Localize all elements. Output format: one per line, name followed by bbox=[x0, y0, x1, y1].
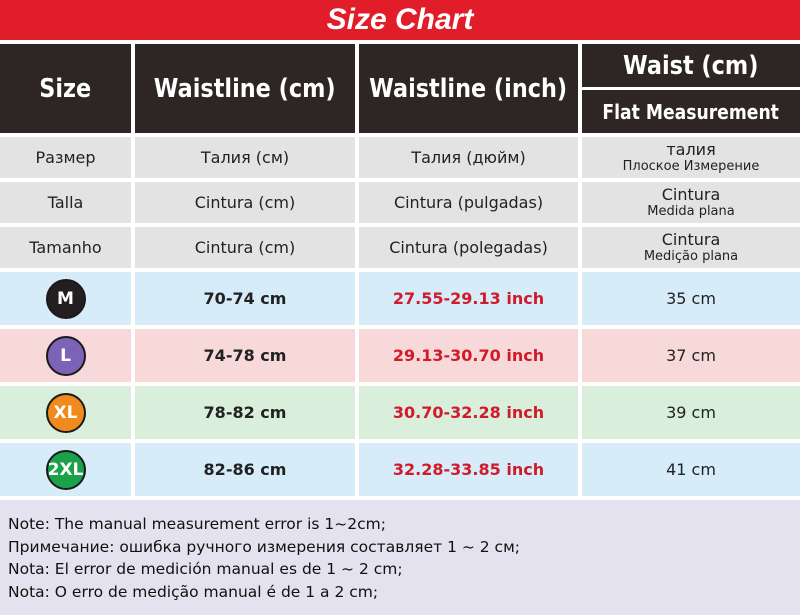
header-flat-measurement bbox=[582, 90, 800, 133]
waist-flat-cell bbox=[582, 329, 800, 382]
language-size-cell bbox=[0, 137, 131, 178]
notes-section bbox=[0, 500, 800, 615]
waistline-cm-value: 70-74 cm bbox=[203, 289, 287, 308]
language-waist-line2: Плоское Измерение bbox=[622, 159, 760, 174]
note-line: Nota: El error de medición manual es de 1 ~ 2 cm; bbox=[8, 560, 403, 578]
waistline-cm-cell bbox=[135, 443, 355, 496]
language-waistline-inch-label: Cintura (polegadas) bbox=[389, 238, 548, 257]
size-badge: L bbox=[46, 336, 86, 376]
language-waist-line1: талия bbox=[666, 140, 716, 159]
size-badge: 2XL bbox=[46, 450, 86, 490]
note-line: Note: The manual measurement error is 1~2cm; bbox=[8, 515, 386, 533]
size-cell bbox=[0, 329, 131, 382]
language-waistline-inch-label: Талия (дюйм) bbox=[411, 148, 526, 167]
language-size-cell bbox=[0, 227, 131, 268]
header-waist-cm bbox=[582, 44, 800, 87]
language-waist-cell bbox=[582, 182, 800, 223]
waistline-cm-value: 78-82 cm bbox=[203, 403, 287, 422]
waistline-inch-cell bbox=[359, 386, 578, 439]
waist-flat-value: 35 cm bbox=[666, 289, 716, 308]
waistline-cm-value: 82-86 cm bbox=[203, 460, 287, 479]
waistline-inch-cell bbox=[359, 329, 578, 382]
language-waist-cell bbox=[582, 227, 800, 268]
header-size-label: Size bbox=[39, 73, 92, 104]
header-waist-cm-label: Waist (cm) bbox=[623, 50, 759, 81]
waistline-cm-cell bbox=[135, 272, 355, 325]
language-waist-cell bbox=[582, 137, 800, 178]
language-waistline-cm-cell bbox=[135, 137, 355, 178]
note-line: Nota: O erro de medição manual é de 1 a 2 cm; bbox=[8, 582, 379, 601]
size-cell bbox=[0, 386, 131, 439]
language-waistline-inch-cell bbox=[359, 182, 578, 223]
language-size-cell bbox=[0, 182, 131, 223]
waistline-inch-value: 29.13-30.70 inch bbox=[392, 346, 545, 365]
waist-flat-cell bbox=[582, 443, 800, 496]
header-waistline-inch bbox=[359, 44, 578, 133]
title-banner bbox=[0, 0, 800, 40]
waistline-inch-value: 30.70-32.28 inch bbox=[392, 403, 545, 422]
language-waistline-cm-cell bbox=[135, 182, 355, 223]
language-size-label: Talla bbox=[47, 193, 84, 212]
language-waist-line2: Medida plana bbox=[647, 204, 735, 219]
language-waist-line2: Medição plana bbox=[643, 249, 739, 264]
language-waistline-cm-cell bbox=[135, 227, 355, 268]
size-badge: XL bbox=[46, 393, 86, 433]
waistline-inch-value: 32.28-33.85 inch bbox=[392, 460, 545, 479]
language-waist-line1: Cintura bbox=[661, 185, 721, 204]
waistline-cm-cell bbox=[135, 386, 355, 439]
language-waistline-inch-label: Cintura (pulgadas) bbox=[393, 193, 544, 212]
language-waistline-cm-label: Талия (см) bbox=[200, 148, 290, 167]
waist-flat-value: 37 cm bbox=[666, 346, 716, 365]
size-badge: M bbox=[46, 279, 86, 319]
size-cell bbox=[0, 272, 131, 325]
waist-flat-value: 39 cm bbox=[666, 403, 716, 422]
waistline-inch-value: 27.55-29.13 inch bbox=[392, 289, 545, 308]
language-waist-line1: Cintura bbox=[661, 230, 721, 249]
language-size-label: Размер bbox=[35, 148, 96, 167]
header-flat-measurement-label: Flat Measurement bbox=[602, 99, 780, 124]
page-title: Size Chart bbox=[326, 3, 474, 36]
waist-flat-cell bbox=[582, 272, 800, 325]
waist-flat-value: 41 cm bbox=[666, 460, 716, 479]
language-waistline-inch-cell bbox=[359, 137, 578, 178]
waistline-cm-cell bbox=[135, 329, 355, 382]
language-waistline-cm-label: Cintura (cm) bbox=[194, 193, 296, 212]
language-waistline-inch-cell bbox=[359, 227, 578, 268]
language-size-label: Tamanho bbox=[29, 238, 102, 257]
header-waistline-cm bbox=[135, 44, 355, 133]
waist-flat-cell bbox=[582, 386, 800, 439]
header-size bbox=[0, 44, 131, 133]
waistline-inch-cell bbox=[359, 443, 578, 496]
note-line: Примечание: ошибка ручного измерения составляет 1 ~ 2 см; bbox=[8, 537, 520, 556]
language-waistline-cm-label: Cintura (cm) bbox=[194, 238, 296, 257]
header-waistline-cm-label: Waistline (cm) bbox=[154, 73, 336, 104]
waistline-inch-cell bbox=[359, 272, 578, 325]
header-waistline-inch-label: Waistline (inch) bbox=[369, 73, 568, 104]
size-cell bbox=[0, 443, 131, 496]
waistline-cm-value: 74-78 cm bbox=[203, 346, 287, 365]
